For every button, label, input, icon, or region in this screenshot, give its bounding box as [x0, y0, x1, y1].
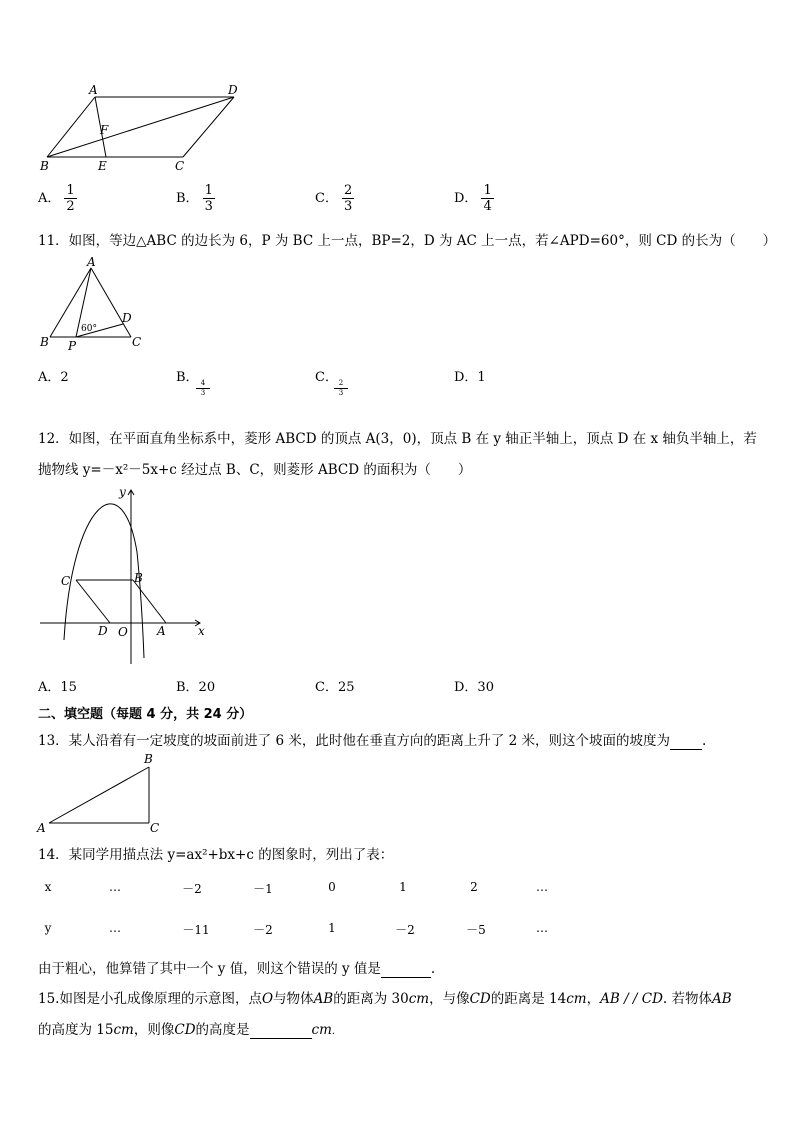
table-cell: －2: [395, 923, 415, 937]
table-cell: －1: [253, 882, 273, 896]
option-label: A．: [38, 191, 61, 206]
section-heading: 二、填空题（每题 4 分，共 24 分）: [38, 707, 253, 722]
table-cell: －11: [182, 923, 210, 937]
var-cd: CD: [469, 991, 491, 1007]
segment-ab: [49, 767, 149, 823]
q15-answer-blank[interactable]: [250, 1022, 312, 1039]
q13-end: .: [702, 733, 707, 749]
q12-option-a[interactable]: A．15: [38, 680, 77, 695]
table-cell: 2: [470, 880, 478, 894]
label-d: D: [98, 624, 108, 638]
label-b: B: [40, 159, 49, 173]
label-b: B: [134, 571, 143, 585]
label-a: A: [87, 256, 96, 269]
q11-option-d[interactable]: D．1: [454, 370, 486, 385]
label-c: C: [61, 574, 71, 588]
text: 的高度是: [195, 1022, 250, 1038]
q10-option-a[interactable]: [38, 183, 77, 214]
q14-answer-blank[interactable]: [381, 961, 431, 978]
label-angle: 60°: [81, 324, 97, 334]
label-b: B: [40, 335, 49, 349]
unit-cm: cm: [408, 991, 430, 1007]
q11-option-a[interactable]: A．2: [38, 370, 69, 385]
q12-text-line2: 抛物线 y=－x²－5x+c 经过点 B、C，则菱形 ABCD 的面积为（ ）: [38, 462, 472, 478]
table-cell: －5: [466, 923, 486, 937]
unit-cm: cm: [311, 1022, 332, 1038]
label-c: C: [150, 821, 160, 834]
q15-line2: [38, 1018, 335, 1039]
parallel-expression: AB / / CD: [600, 991, 663, 1007]
q12-option-c[interactable]: C．25: [315, 680, 355, 695]
label-d: D: [228, 83, 238, 97]
option-label: D．: [454, 191, 478, 206]
option-label: C．: [315, 370, 338, 385]
option-label: B．: [176, 370, 199, 385]
q12-option-d[interactable]: D．30: [454, 680, 494, 695]
q15-line1: [38, 987, 732, 1007]
option-label: C．: [315, 191, 338, 206]
fraction: $\frac{2}{3}$: [343, 183, 353, 214]
table-cell: x: [44, 880, 52, 894]
var-ab: AB: [712, 991, 732, 1007]
label-f: F: [100, 123, 109, 137]
table-cell: …: [109, 880, 121, 894]
table-cell: …: [109, 921, 121, 935]
segment-ba: [133, 580, 166, 623]
text: 的距离为 30: [333, 991, 409, 1007]
segment-dc: [183, 97, 234, 157]
label-c: C: [132, 335, 142, 349]
var-o: O: [261, 991, 274, 1007]
label-b: B: [144, 752, 153, 766]
label-a: A: [37, 821, 46, 834]
q13-question: 13．某人沿着有一定坡度的坡面前进了 6 米，此时他在垂直方向的距离上升了 2 米，则这个坡面的坡度为: [38, 733, 671, 749]
q10-option-d[interactable]: [454, 183, 494, 214]
table-cell: y: [44, 921, 52, 935]
fraction: $\frac{1}{4}$: [483, 183, 492, 214]
text: ，则像: [133, 1022, 175, 1038]
fraction: $\frac{1}{2}$: [66, 183, 75, 214]
label-y: y: [119, 485, 126, 499]
q10-option-c[interactable]: [315, 183, 354, 214]
q12-text-line1: 12．如图，在平面直角坐标系中，菱形 ABCD 的顶点 A(3，0)，顶点 B 在 y 轴正半轴上，顶点 D 在 x 轴负半轴上，若: [38, 431, 757, 447]
label-d: D: [122, 311, 132, 325]
q11-option-c-fraction: 2 3: [334, 379, 348, 398]
table-cell: 1: [399, 880, 407, 894]
text: ，: [586, 991, 601, 1007]
label-e: E: [98, 159, 107, 173]
table-cell: 0: [328, 880, 336, 894]
q13-right-triangle-figure: [36, 750, 166, 834]
q13-answer-blank[interactable]: [670, 733, 702, 750]
table-cell: …: [536, 921, 548, 935]
text: .: [331, 1026, 336, 1037]
fraction: $\frac{1}{3}$: [204, 183, 213, 214]
q14-end: .: [430, 961, 436, 977]
unit-cm: cm: [566, 991, 587, 1007]
q10-parallelogram-figure: [36, 82, 246, 174]
label-a: A: [157, 624, 166, 638]
label-c: C: [175, 159, 185, 173]
var-ab: AB: [313, 991, 334, 1007]
segment-ab: [47, 97, 95, 157]
segment-ac: [91, 268, 131, 337]
q13-text: [38, 729, 706, 750]
text: . 若物体: [662, 991, 712, 1007]
q11-triangle-figure: [36, 256, 148, 352]
q11-text: 11．如图，等边△ABC 的边长为 6，P 为 BC 上一点，BP=2，D 为 AC 上一点，若∠APD=60°，则 CD 的长为（ ）: [38, 233, 777, 249]
text: 的距离是 14: [490, 991, 567, 1007]
q14-text: 14．某同学用描点法 y=ax²+bx+c 的图象时，列出了表：: [38, 847, 394, 863]
q12-parabola-figure: [36, 482, 216, 668]
table-cell: …: [536, 880, 548, 894]
text: 与物体: [273, 991, 314, 1007]
text: ，与像: [429, 991, 470, 1007]
q14-followup-text: 由于粗心，他算错了其中一个 y 值，则这个错误的 y 值是: [38, 961, 381, 977]
label-p: P: [68, 339, 77, 352]
label-o: O: [118, 625, 128, 639]
table-cell: －2: [182, 882, 202, 896]
segment-cd: [76, 580, 110, 623]
table-cell: －2: [253, 923, 273, 937]
q12-option-b[interactable]: B．20: [176, 680, 216, 695]
table-cell: 1: [328, 921, 336, 935]
unit-cm: cm: [113, 1022, 134, 1038]
option-label: B．: [176, 191, 199, 206]
text: 的高度为 15: [38, 1022, 114, 1038]
q11-option-b-fraction: 4 3: [196, 379, 210, 398]
label-a: A: [89, 83, 98, 97]
q10-option-b[interactable]: [176, 183, 215, 214]
label-x: x: [198, 624, 205, 638]
segment-bd: [47, 97, 234, 157]
q14-followup: [38, 957, 435, 978]
text: 15.如图是小孔成像原理的示意图，点: [38, 991, 262, 1007]
var-cd: CD: [174, 1022, 196, 1038]
